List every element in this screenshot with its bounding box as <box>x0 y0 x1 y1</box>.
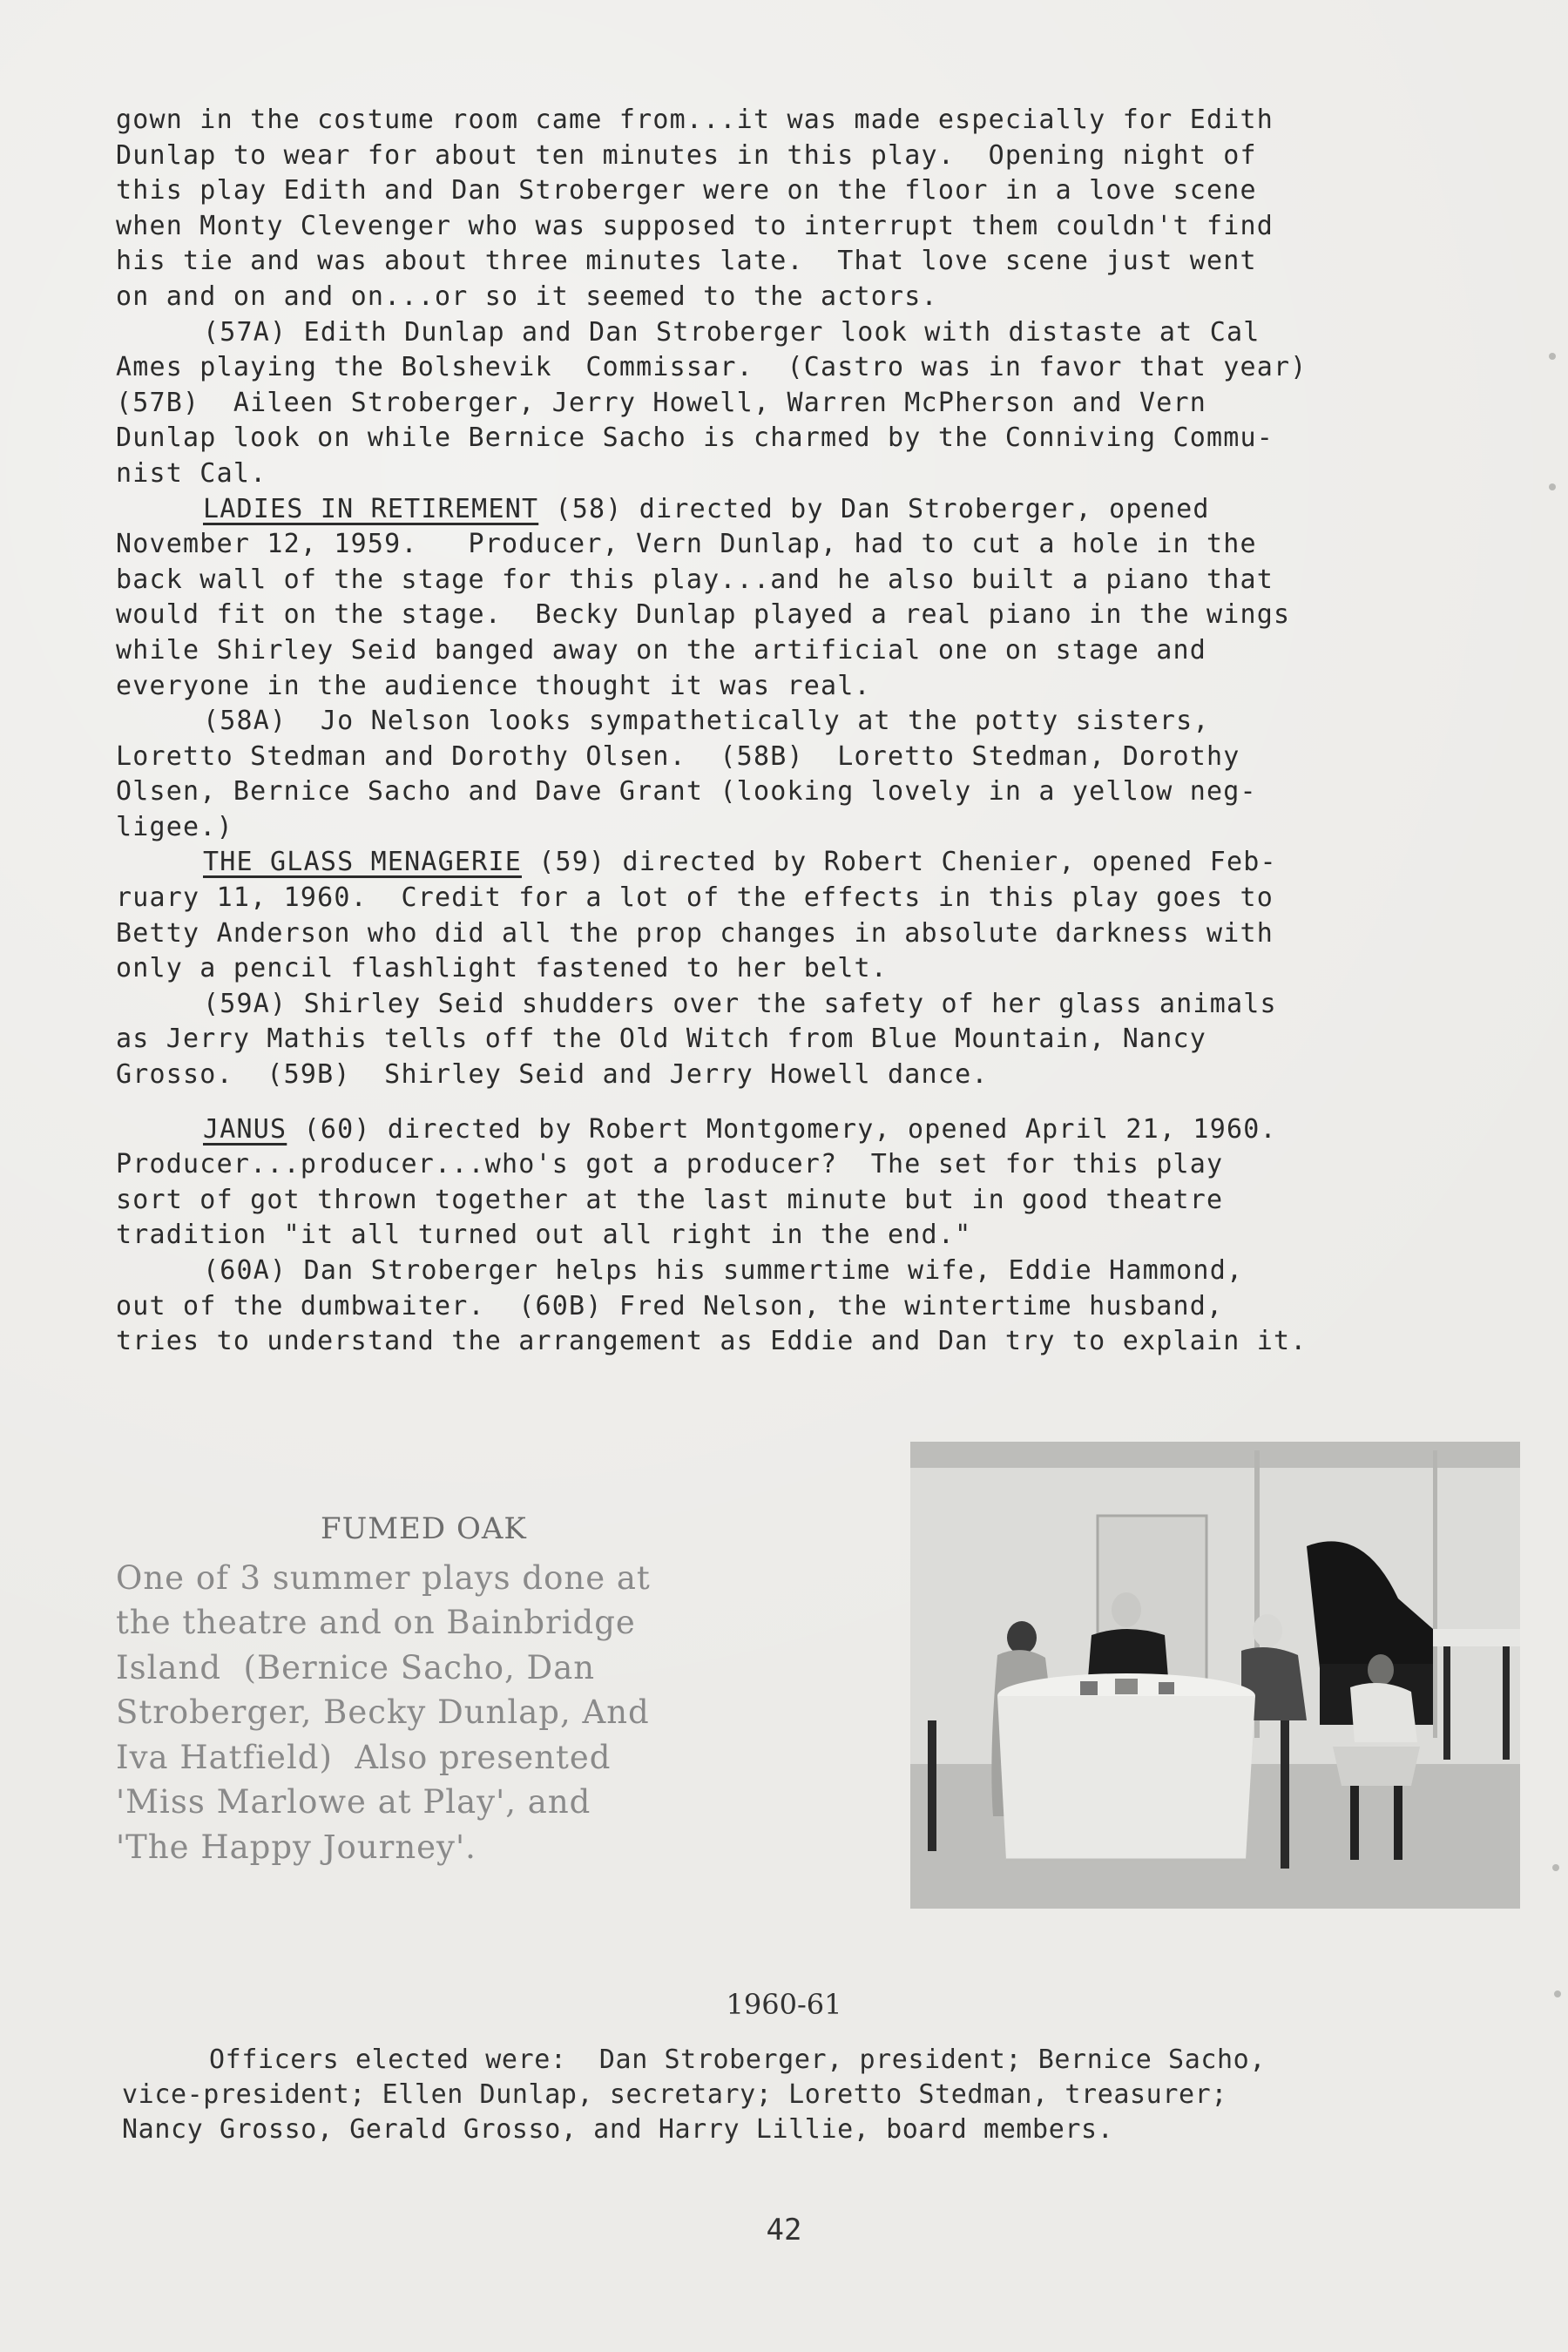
text-segment: (60) directed by Robert Montgomery, opened April 21, 1960. <box>287 1113 1277 1145</box>
caption-line: Island (Bernice Sacho, Dan <box>116 1648 596 1686</box>
text-line: (58A) Jo Nelson looks sympathetically at the potty sisters, <box>203 706 1210 737</box>
text-line: vice-president; Ellen Dunlap, secretary; Loretto Stedman, treasurer; <box>122 2079 1227 2110</box>
caption-line: the theatre and on Bainbridge <box>116 1604 636 1641</box>
text-line: Officers elected were: Dan Stroberger, president; Bernice Sacho, <box>209 2044 1266 2075</box>
text-line: Olsen, Bernice Sacho and Dave Grant (looking lovely in a yellow neg- <box>116 776 1257 808</box>
text-line: gown in the costume room came from...it was made especially for Edith <box>116 105 1274 135</box>
text-line: November 12, 1959. Producer, Vern Dunlap, had to cut a hole in the <box>116 529 1257 560</box>
text-line: sort of got thrown together at the last minute but in good theatre <box>116 1184 1224 1215</box>
text-line <box>116 845 1423 881</box>
text-line: as Jerry Mathis tells off the Old Witch from Blue Mountain, Nancy <box>116 1024 1206 1055</box>
text-line: his tie and was about three minutes late. That love scene just went <box>116 246 1257 277</box>
play-title: THE GLASS MENAGERIE <box>203 847 522 878</box>
body-text <box>116 103 1423 1360</box>
text-line: Grosso. (59B) Shirley Seid and Jerry Howell dance. <box>116 1059 989 1091</box>
text-segment: (59) directed by Robert Chenier, opened Feb- <box>521 847 1277 878</box>
text-line: Producer...producer...who's got a producer? The set for this play <box>116 1149 1224 1180</box>
caption-line: Stroberger, Becky Dunlap, And <box>116 1693 650 1731</box>
caption-line: One of 3 summer plays done at <box>116 1558 651 1597</box>
caption-line: Iva Hatfield) Also presented <box>116 1738 612 1776</box>
caption-title: FUMED OAK <box>321 1511 527 1546</box>
photo-caption <box>116 1507 778 1869</box>
text-line: Ames playing the Bolshevik Commissar. (Castro was in favor that year) <box>116 352 1308 383</box>
text-line: ruary 11, 1960. Credit for a lot of the effects in this play goes to <box>116 882 1274 914</box>
text-line: ligee.) <box>116 811 233 842</box>
caption-line: 'Miss Marlowe at Play', and <box>116 1783 591 1821</box>
text-line: while Shirley Seid banged away on the artificial one on stage and <box>116 634 1206 666</box>
page-number: 42 <box>766 2213 802 2247</box>
text-line: (59A) Shirley Seid shudders over the safety of her glass animals <box>203 988 1277 1019</box>
punch-hole-mark <box>1554 1990 1561 1997</box>
text-line: would fit on the stage. Becky Dunlap played a real piano in the wings <box>116 599 1291 631</box>
text-line <box>116 1112 1423 1148</box>
text-line: (57A) Edith Dunlap and Dan Stroberger look with distaste at Cal <box>203 316 1260 348</box>
play-title: JANUS <box>203 1113 287 1145</box>
text-line: Dunlap look on while Bernice Sacho is charmed by the Conniving Commu- <box>116 422 1274 454</box>
text-line: (60A) Dan Stroberger helps his summertime wife, Eddie Hammond, <box>203 1255 1244 1286</box>
paragraph-gap <box>116 1093 1423 1112</box>
text-segment: (58) directed by Dan Stroberger, opened <box>538 493 1210 524</box>
text-line <box>116 492 1423 528</box>
play-title: LADIES IN RETIREMENT <box>203 493 539 524</box>
stage-photo <box>910 1442 1520 1909</box>
text-line: Loretto Stedman and Dorothy Olsen. (58B) Loretto Stedman, Dorothy <box>116 740 1240 772</box>
text-line: out of the dumbwaiter. (60B) Fred Nelson, the wintertime husband, <box>116 1290 1224 1321</box>
text-line: tradition "it all turned out all right in the end." <box>116 1220 972 1251</box>
text-line: Betty Anderson who did all the prop changes in absolute darkness with <box>116 917 1274 949</box>
punch-hole-mark <box>1549 483 1556 490</box>
text-line: when Monty Clevenger who was supposed to interrupt them couldn't find <box>116 210 1274 241</box>
text-line: tries to understand the arrangement as Eddie and Dan try to explain it. <box>116 1326 1308 1357</box>
text-line: this play Edith and Dan Stroberger were on the floor in a love scene <box>116 175 1257 206</box>
officers-paragraph <box>122 2043 1472 2147</box>
stage-photo-image <box>910 1442 1520 1909</box>
text-line: (57B) Aileen Stroberger, Jerry Howell, Warren McPherson and Vern <box>116 387 1206 418</box>
text-line: Nancy Grosso, Gerald Grosso, and Harry Lillie, board members. <box>122 2114 1114 2145</box>
punch-hole-mark <box>1549 353 1556 360</box>
text-line: nist Cal. <box>116 457 267 489</box>
text-line: on and on and on...or so it seemed to the actors. <box>116 280 938 312</box>
text-line: Dunlap to wear for about ten minutes in this play. Opening night of <box>116 139 1257 171</box>
text-line: only a pencil flashlight fastened to her belt. <box>116 953 889 984</box>
text-line: back wall of the stage for this play...and he also built a piano that <box>116 564 1274 595</box>
year-heading: 1960-61 <box>726 1988 842 2021</box>
caption-line: 'The Happy Journey'. <box>116 1828 476 1866</box>
punch-hole-mark <box>1552 1864 1559 1871</box>
text-line: everyone in the audience thought it was real. <box>116 670 871 701</box>
